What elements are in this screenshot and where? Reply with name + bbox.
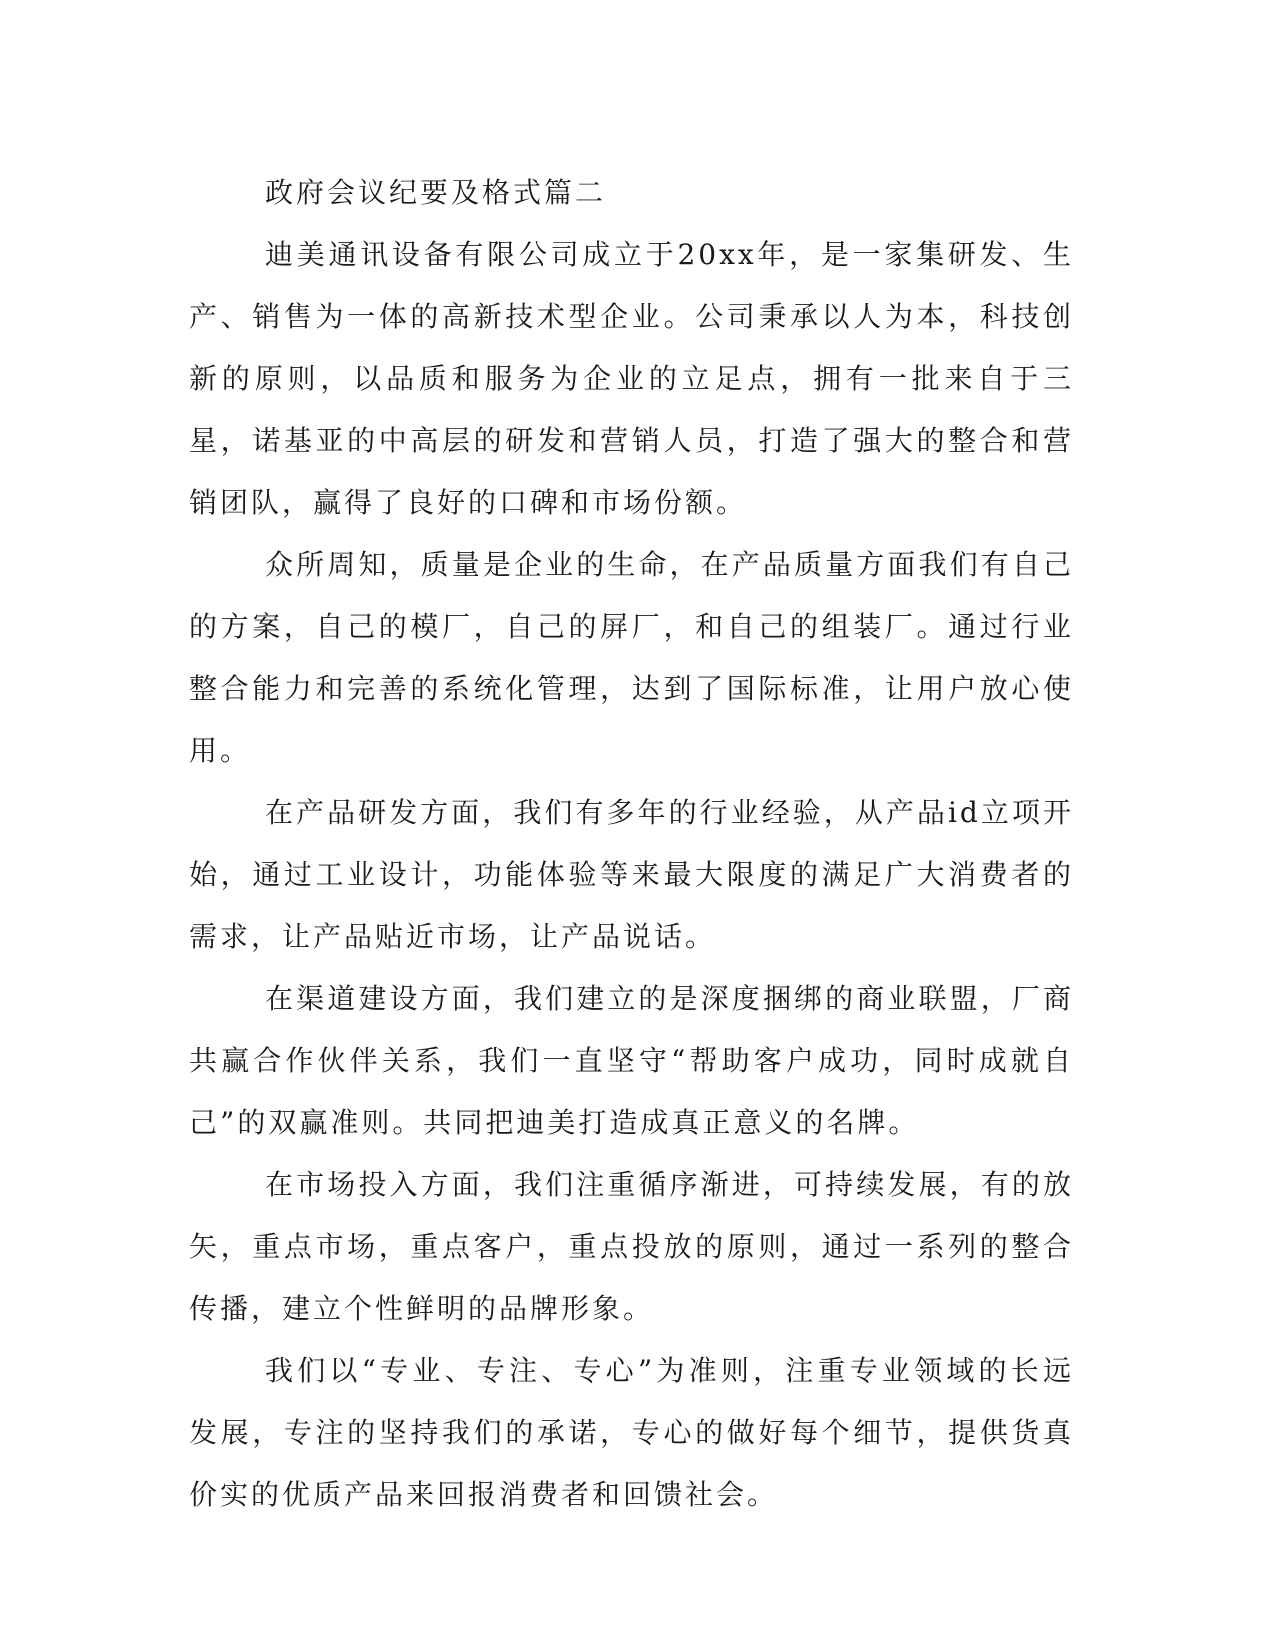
document-body (189, 162, 1074, 1526)
paragraph-channels: 在渠道建设方面，我们建立的是深度捆绑的商业联盟，厂商共赢合作伙伴关系，我们一直坚守“帮助客户成功，同时成就自己”的双赢准则。共同把迪美打造成真正意义的名牌。 (189, 982, 1074, 1139)
paragraph-marketing: 在市场投入方面，我们注重循序渐进，可持续发展，有的放矢，重点市场，重点客户，重点投放的原则，通过一系列的整合传播，建立个性鲜明的品牌形象。 (189, 1168, 1074, 1325)
paragraph-quality: 众所周知，质量是企业的生命，在产品质量方面我们有自己的方案，自己的模厂，自己的屏厂，和自己的组装厂。通过行业整合能力和完善的系统化管理，达到了国际标准，让用户放心使用。 (189, 548, 1074, 767)
paragraph-company-intro: 迪美通讯设备有限公司成立于20xx年，是一家集研发、生产、销售为一体的高新技术型企业。公司秉承以人为本，科技创新的原则，以品质和服务为企业的立足点，拥有一批来自于三星，诺基亚的中高层的研发和营销人员，打造了强大的整合和营销团队，赢得了良好的口碑和市场份额。 (189, 238, 1074, 519)
document-title: 政府会议纪要及格式篇二 (265, 176, 607, 209)
paragraph-rnd: 在产品研发方面，我们有多年的行业经验，从产品id立项开始，通过工业设计，功能体验等来最大限度的满足广大消费者的需求，让产品贴近市场，让产品说话。 (189, 796, 1074, 953)
paragraph-principles: 我们以“专业、专注、专心”为准则，注重专业领域的长远发展，专注的坚持我们的承诺，专心的做好每个细节，提供货真价实的优质产品来回报消费者和回馈社会。 (189, 1354, 1074, 1511)
